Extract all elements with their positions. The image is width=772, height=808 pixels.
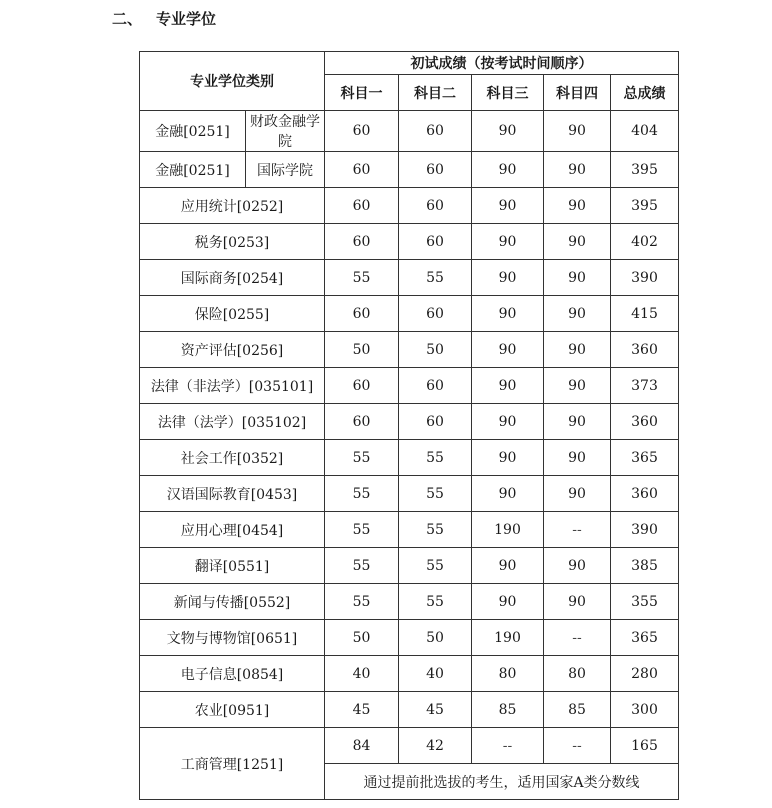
- score-cell: --: [544, 512, 611, 548]
- section-title: 专业学位: [156, 10, 217, 28]
- total-cell: 365: [611, 620, 679, 656]
- score-cell: 90: [472, 111, 544, 152]
- score-cell: 80: [544, 656, 611, 692]
- table-row: [140, 368, 679, 404]
- score-cell: 55: [325, 548, 399, 584]
- section-number: 二、: [112, 10, 143, 28]
- table-row: [140, 260, 679, 296]
- category-cell: 社会工作[0352]: [140, 440, 325, 476]
- score-cell: 90: [472, 152, 544, 188]
- total-cell: 360: [611, 404, 679, 440]
- total-cell: 360: [611, 476, 679, 512]
- score-cell: 55: [399, 512, 472, 548]
- category-cell: 国际商务[0254]: [140, 260, 325, 296]
- category-cell: 法律（法学）[035102]: [140, 404, 325, 440]
- score-cell: 55: [325, 584, 399, 620]
- score-cell: 90: [472, 548, 544, 584]
- score-cell: 60: [399, 296, 472, 332]
- total-cell: 360: [611, 332, 679, 368]
- category-cell: 应用心理[0454]: [140, 512, 325, 548]
- score-cell: 90: [544, 404, 611, 440]
- score-cell: 190: [472, 512, 544, 548]
- score-cell: 42: [399, 728, 472, 764]
- category-cell: 文物与博物馆[0651]: [140, 620, 325, 656]
- score-cell: 90: [544, 368, 611, 404]
- score-cell: 90: [472, 476, 544, 512]
- total-cell: 300: [611, 692, 679, 728]
- total-header: 总成绩: [611, 75, 679, 111]
- category-cell: 保险[0255]: [140, 296, 325, 332]
- score-cell: 190: [472, 620, 544, 656]
- score-cell: 60: [325, 188, 399, 224]
- score-cell: 55: [399, 584, 472, 620]
- score-cell: 40: [325, 656, 399, 692]
- total-cell: 404: [611, 111, 679, 152]
- category-header: 专业学位类别: [140, 52, 325, 111]
- score-cell: 60: [399, 188, 472, 224]
- table-row: [140, 728, 679, 764]
- score-cell: --: [544, 728, 611, 764]
- total-cell: 395: [611, 188, 679, 224]
- table-row: [140, 656, 679, 692]
- score-cell: 60: [399, 111, 472, 152]
- total-cell: 365: [611, 440, 679, 476]
- table-row: [140, 332, 679, 368]
- score-cell: --: [544, 620, 611, 656]
- table-row: [140, 111, 679, 152]
- table-row: [140, 512, 679, 548]
- score-cell: 90: [544, 152, 611, 188]
- total-cell: 402: [611, 224, 679, 260]
- subject-header: 科目一: [325, 75, 399, 111]
- table-row: [140, 692, 679, 728]
- total-cell: 373: [611, 368, 679, 404]
- score-cell: 90: [472, 296, 544, 332]
- section-heading: [112, 8, 216, 29]
- category-cell: 翻译[0551]: [140, 548, 325, 584]
- score-cell: 90: [472, 332, 544, 368]
- major-cell: 金融[0251]: [140, 152, 246, 188]
- score-cell: 80: [472, 656, 544, 692]
- score-cell: 60: [325, 368, 399, 404]
- category-cell: 税务[0253]: [140, 224, 325, 260]
- table-row: [140, 224, 679, 260]
- score-cell: 55: [325, 512, 399, 548]
- score-cell: 60: [325, 224, 399, 260]
- score-cell: 55: [399, 476, 472, 512]
- score-cell: 90: [544, 188, 611, 224]
- score-cell: 60: [399, 368, 472, 404]
- table-row: [140, 440, 679, 476]
- subject-header: 科目四: [544, 75, 611, 111]
- score-cell: 90: [544, 584, 611, 620]
- subject-header: 科目三: [472, 75, 544, 111]
- total-cell: 165: [611, 728, 679, 764]
- note-cell: 通过提前批选拔的考生，适用国家A类分数线: [325, 764, 679, 800]
- group-header: 初试成绩（按考试时间顺序）: [325, 52, 679, 75]
- table-row: [140, 404, 679, 440]
- score-cell: 60: [399, 404, 472, 440]
- score-cell: 90: [544, 440, 611, 476]
- score-cell: 90: [544, 476, 611, 512]
- score-cell: 90: [472, 224, 544, 260]
- score-cell: 90: [544, 224, 611, 260]
- score-cell: 90: [472, 260, 544, 296]
- table-row: [140, 584, 679, 620]
- score-cell: 60: [325, 111, 399, 152]
- table-row: [140, 620, 679, 656]
- category-cell: 电子信息[0854]: [140, 656, 325, 692]
- category-cell: 工商管理[1251]: [140, 728, 325, 800]
- table-row: [140, 152, 679, 188]
- score-cell: 60: [325, 296, 399, 332]
- score-cell: 60: [399, 224, 472, 260]
- total-cell: 395: [611, 152, 679, 188]
- score-cell: 90: [544, 111, 611, 152]
- score-cell: 90: [472, 440, 544, 476]
- score-cell: 50: [399, 620, 472, 656]
- score-cell: 90: [472, 368, 544, 404]
- table-row: [140, 548, 679, 584]
- score-cell: 90: [472, 188, 544, 224]
- score-cell: 50: [325, 620, 399, 656]
- score-table: [139, 51, 679, 800]
- score-cell: 45: [325, 692, 399, 728]
- score-cell: 90: [544, 260, 611, 296]
- total-cell: 415: [611, 296, 679, 332]
- subject-header: 科目二: [399, 75, 472, 111]
- total-cell: 390: [611, 512, 679, 548]
- table-row: [140, 296, 679, 332]
- score-cell: 90: [544, 332, 611, 368]
- score-cell: 50: [399, 332, 472, 368]
- school-cell: 财政金融学院: [246, 111, 325, 152]
- category-cell: 资产评估[0256]: [140, 332, 325, 368]
- score-cell: 55: [399, 440, 472, 476]
- score-cell: 60: [399, 152, 472, 188]
- major-cell: 金融[0251]: [140, 111, 246, 152]
- total-cell: 355: [611, 584, 679, 620]
- score-cell: 90: [544, 296, 611, 332]
- table-row: [140, 476, 679, 512]
- category-cell: 农业[0951]: [140, 692, 325, 728]
- score-cell: 60: [325, 152, 399, 188]
- score-cell: 55: [325, 476, 399, 512]
- score-cell: --: [472, 728, 544, 764]
- score-cell: 90: [472, 584, 544, 620]
- score-cell: 45: [399, 692, 472, 728]
- score-cell: 55: [399, 260, 472, 296]
- category-cell: 法律（非法学）[035101]: [140, 368, 325, 404]
- score-cell: 55: [399, 548, 472, 584]
- category-cell: 应用统计[0252]: [140, 188, 325, 224]
- score-cell: 40: [399, 656, 472, 692]
- score-cell: 84: [325, 728, 399, 764]
- school-cell: 国际学院: [246, 152, 325, 188]
- category-cell: 新闻与传播[0552]: [140, 584, 325, 620]
- score-cell: 55: [325, 260, 399, 296]
- score-cell: 90: [544, 548, 611, 584]
- score-cell: 50: [325, 332, 399, 368]
- score-cell: 55: [325, 440, 399, 476]
- total-cell: 280: [611, 656, 679, 692]
- score-cell: 85: [544, 692, 611, 728]
- total-cell: 390: [611, 260, 679, 296]
- score-cell: 60: [325, 404, 399, 440]
- score-cell: 90: [472, 404, 544, 440]
- category-cell: 汉语国际教育[0453]: [140, 476, 325, 512]
- table-row: [140, 188, 679, 224]
- score-cell: 85: [472, 692, 544, 728]
- total-cell: 385: [611, 548, 679, 584]
